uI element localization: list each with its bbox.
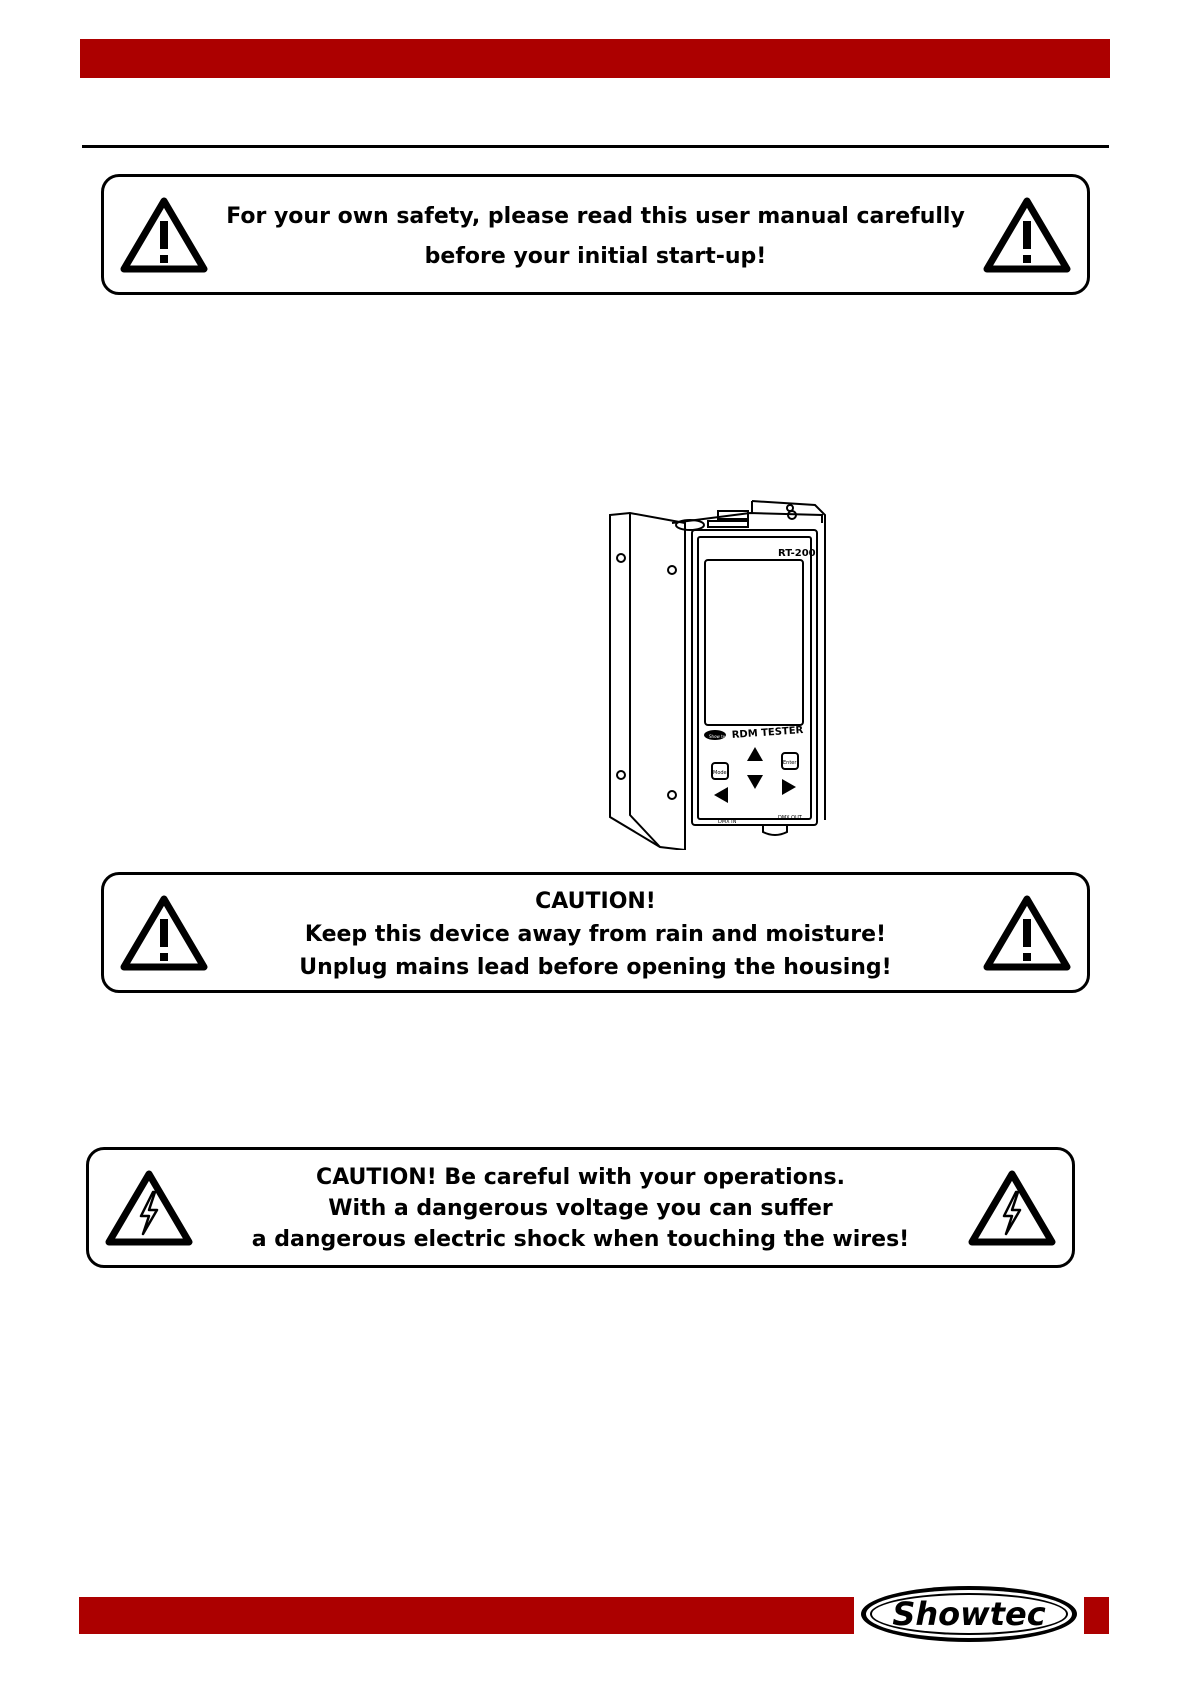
rdm-tester-illustration (600, 495, 840, 850)
device-dmx-in-label: DMX IN (718, 819, 737, 825)
device-title-label: RDM TESTER (731, 725, 804, 741)
header-bar (80, 39, 1110, 78)
caution-notice-box (101, 872, 1090, 993)
shock-notice-line-1: CAUTION! Be careful with your operations. (316, 1165, 845, 1190)
electric-shock-icon (966, 1168, 1058, 1248)
device-model-label: RT-200 (778, 548, 816, 559)
device-enter-button-label: Enter (783, 760, 797, 766)
footer-bar-end (1084, 1597, 1109, 1634)
warning-icon (981, 195, 1073, 275)
device-dmx-out-label: DMX OUT (778, 815, 802, 821)
safety-notice-line-1: For your own safety, please read this user manual carefully (226, 204, 965, 229)
caution-notice-line-2: Keep this device away from rain and moisture! (304, 922, 887, 947)
warning-icon (981, 893, 1073, 973)
electric-shock-notice-box (86, 1147, 1075, 1268)
caution-notice-line-3: Unplug mains lead before opening the housing! (299, 955, 892, 980)
shock-notice-line-2: With a dangerous voltage you can suffer (328, 1196, 833, 1221)
showtec-logo (858, 1584, 1080, 1644)
device-mode-button-label: Mode (713, 770, 727, 776)
device-brand-badge: Show tec (709, 734, 728, 739)
header-rule (82, 145, 1109, 148)
logo-text: Showtec (892, 1595, 1046, 1633)
shock-notice-line-3: a dangerous electric shock when touching the wires! (251, 1227, 910, 1252)
footer-bar (79, 1597, 854, 1634)
safety-notice-line-2: before your initial start-up! (424, 244, 767, 269)
safety-notice-box (101, 174, 1090, 295)
caution-notice-line-1: CAUTION! (535, 889, 656, 914)
